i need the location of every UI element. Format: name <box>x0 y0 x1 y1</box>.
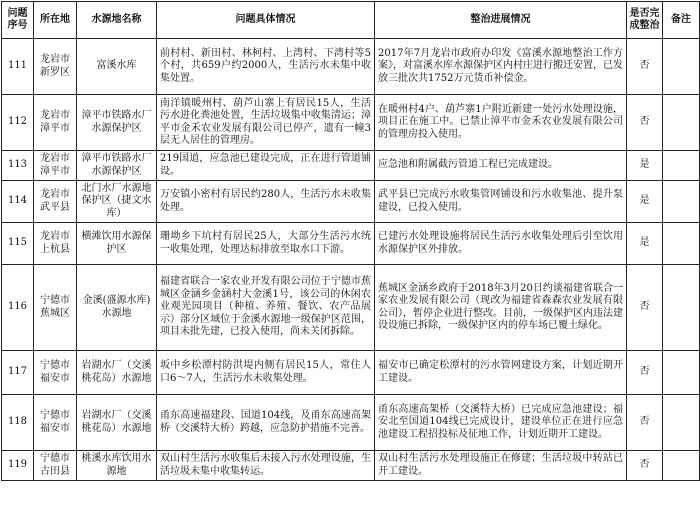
cell-no: 111 <box>2 39 34 95</box>
cell-location: 龙岩市新罗区 <box>34 39 77 95</box>
cell-source: 岩湖水厂（交溪桃花岛）水源地 <box>77 395 157 451</box>
cell-progress: 2017年7月龙岩市政府办印发《富溪水源地整治工作方案》，对富溪水库水源保护区内村庄进行搬迁安置，已发放三批次共1752万元货币补偿金。 <box>375 39 627 95</box>
header-progress: 整治进展情况 <box>375 2 627 39</box>
cell-issue: 坂中乡松潭村防洪堤内侧有居民15人，常住人口6～7人，生活污水未收集处理。 <box>157 351 375 395</box>
cell-source: 漳平市铁路水厂水源保护区 <box>77 151 157 181</box>
cell-location: 宁德市福安市 <box>34 351 77 395</box>
table-row <box>2 395 700 451</box>
cell-remark <box>663 39 700 95</box>
cell-issue: 219国道，应急池已建设完成，正在进行管道铺设。 <box>157 151 375 181</box>
cell-done: 否 <box>627 351 663 395</box>
cell-done: 否 <box>627 39 663 95</box>
cell-remark <box>663 151 700 181</box>
table-row <box>2 451 700 481</box>
table-header-row <box>2 2 700 39</box>
cell-remark <box>663 181 700 223</box>
table-row <box>2 151 700 181</box>
cell-done: 是 <box>627 223 663 265</box>
cell-progress: 应急池和附属截污管道工程已完成建设。 <box>375 151 627 181</box>
table-row <box>2 351 700 395</box>
header-issue: 问题具体情况 <box>157 2 375 39</box>
cell-issue: 珊坳乡下坑村有居民25人，大部分生活污水统一收集处理，处理达标排放至取水口下游。 <box>157 223 375 265</box>
cell-progress: 武平县已完成污水收集管网铺设和污水收集池、提升泵建设，已投入使用。 <box>375 181 627 223</box>
cell-done: 是 <box>627 181 663 223</box>
cell-no: 118 <box>2 395 34 451</box>
header-remark: 备注 <box>663 2 700 39</box>
cell-done: 是 <box>627 151 663 181</box>
cell-location: 宁德市福安市 <box>34 395 77 451</box>
cell-issue: 甬东高速福建段、国道104线，及甬东高速高架桥（交溪特大桥）跨越，应急防护措施不完善。 <box>157 395 375 451</box>
cell-issue: 南洋镇暖州村、葫芦山寨上有居民15人，生活污水进化粪池处置，生活垃圾集中收集清运；漳平市金禾农业发展有限公司已停产，遗有一幢3层无人居住的管理房。 <box>157 95 375 151</box>
cell-issue: 双山村生活污水收集后未接入污水处理设施，生活垃圾未集中收集转运。 <box>157 451 375 481</box>
cell-location: 龙岩市武平县 <box>34 181 77 223</box>
cell-source: 北门水厂水源地保护区（捷文水库） <box>77 181 157 223</box>
cell-source: 富溪水库 <box>77 39 157 95</box>
rectification-table <box>1 1 700 481</box>
cell-location: 宁德市蕉城区 <box>34 265 77 351</box>
cell-done: 否 <box>627 265 663 351</box>
cell-no: 113 <box>2 151 34 181</box>
cell-issue: 前村村、新田村、林柯村、上湾村、下湾村等5个村，共659户约2000人，生活污水未集中收集处置。 <box>157 39 375 95</box>
cell-progress: 已建污水处理设施将居民生活污水收集处理后引至饮用水源保护区外排放。 <box>375 223 627 265</box>
cell-remark <box>663 451 700 481</box>
table-row <box>2 39 700 95</box>
table-row <box>2 181 700 223</box>
cell-no: 116 <box>2 265 34 351</box>
header-no: 问题序号 <box>2 2 34 39</box>
cell-progress: 在暖州村4户、葫芦寨1户附近新建一处污水处理设施，项目正在施工中。已禁止漳平市金禾农业发展有限公司的管理房投入使用。 <box>375 95 627 151</box>
cell-issue: 万安镇小密村有居民约280人，生活污水未收集处理。 <box>157 181 375 223</box>
cell-no: 117 <box>2 351 34 395</box>
cell-location: 龙岩市上杭县 <box>34 223 77 265</box>
cell-remark <box>663 351 700 395</box>
cell-no: 115 <box>2 223 34 265</box>
cell-done: 否 <box>627 451 663 481</box>
cell-no: 112 <box>2 95 34 151</box>
table-row <box>2 265 700 351</box>
cell-issue: 福建省联合一家农业开发有限公司位于宁德市蕉城区金涵乡金涵村大金溪1号，该公司的休闲农业观光园项目（种植、养殖、餐饮、农产品展示）部分区域位于金溪水源地一级保护区范围，项目未批先建，已投入使用，尚未关闭拆除。 <box>157 265 375 351</box>
cell-remark <box>663 95 700 151</box>
cell-location: 宁德市古田县 <box>34 451 77 481</box>
header-location: 所在地 <box>34 2 77 39</box>
cell-remark <box>663 395 700 451</box>
cell-progress: 双山村生活污水处理设施正在修建；生活垃圾中转站已开工建设。 <box>375 451 627 481</box>
header-done: 是否完成整治 <box>627 2 663 39</box>
cell-progress: 甬东高速高架桥（交溪特大桥）已完成应急池建设；福安北至国道104线已完成设计，建设单位正在进行应急池建设工程招投标及征地工作，计划近期开工建设。 <box>375 395 627 451</box>
cell-remark <box>663 223 700 265</box>
cell-done: 否 <box>627 95 663 151</box>
cell-no: 119 <box>2 451 34 481</box>
cell-source: 金溪(盛源水库)水源地 <box>77 265 157 351</box>
cell-source: 桃溪水库饮用水源地 <box>77 451 157 481</box>
cell-no: 114 <box>2 181 34 223</box>
cell-source: 漳平市铁路水厂水源保护区 <box>77 95 157 151</box>
header-source: 水源地名称 <box>77 2 157 39</box>
cell-progress: 福安市已确定松潭村的污水管网建设方案，计划近期开工建设。 <box>375 351 627 395</box>
table-row <box>2 95 700 151</box>
cell-location: 龙岩市漳平市 <box>34 151 77 181</box>
cell-done: 否 <box>627 395 663 451</box>
table-row <box>2 223 700 265</box>
cell-source: 横滩饮用水源保护区 <box>77 223 157 265</box>
cell-remark <box>663 265 700 351</box>
cell-location: 龙岩市漳平市 <box>34 95 77 151</box>
cell-progress: 蕉城区金涵乡政府于2018年3月20日约谈福建省联合一家农业发展有限公司（现改为福建省森森农业发展有限公司），暂停企业进行整改。目前，一级保护区内违法建设设施已拆除，一级保护区内的停车场已覆土绿化。 <box>375 265 627 351</box>
cell-source: 岩湖水厂（交溪桃花岛）水源地 <box>77 351 157 395</box>
